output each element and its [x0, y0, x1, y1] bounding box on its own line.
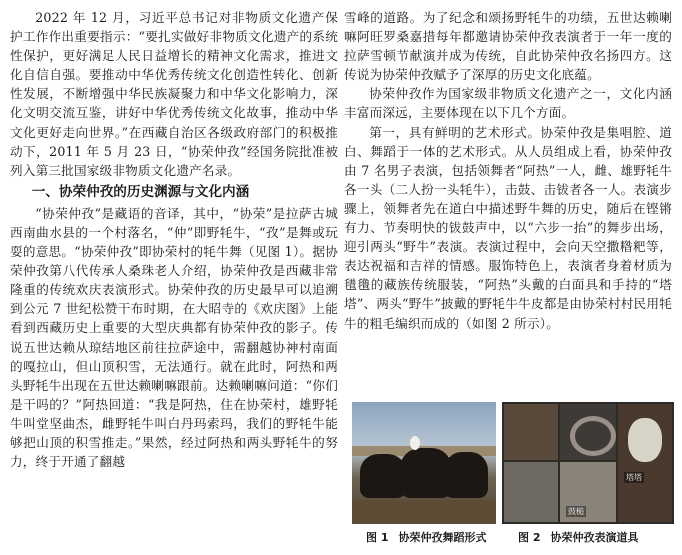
drumstick-label: 鼓槌	[568, 507, 584, 516]
figure-1-caption	[366, 530, 496, 546]
left-column	[10, 8, 338, 471]
history-paragraph-continued: 雪峰的道路。为了纪念和颂扬野牦牛的功绩，五世达赖喇嘛阿旺罗桑嘉措每年都邀请协荣仲孜表演者于一年一度的拉萨雪顿节献演并成为传统，自此协荣仲孜名扬四方。这传说为协荣仲孜赋予了深厚的历史文化底蕴。	[344, 10, 672, 83]
figures-area	[352, 402, 674, 524]
figure-1-dance-photo	[352, 402, 496, 524]
figure-1-number: 图 1	[366, 531, 389, 544]
figure-captions	[344, 530, 680, 550]
figure-2-number: 图 2	[518, 531, 541, 544]
culture-intro-paragraph: 协荣仲孜作为国家级非物质文化遗产之一，文化内涵丰富而深远，主要体现在以下几个方面。	[344, 86, 672, 121]
figure-2-caption	[518, 530, 648, 546]
figure-2-props-photo	[502, 402, 674, 524]
tata-label: 塔塔	[626, 473, 642, 482]
section-heading: 一、协荣仲孜的历史渊源与文化内涵	[31, 183, 250, 200]
intro-paragraph: 2022 年 12 月，习近平总书记对非物质文化遗产保护工作作出重要指示：“要扎实做好非物质文化遗产的系统性保护，更好满足人民日益增长的精神文化需求，推进文化自信自强。要推动中华优秀传统文化创造性转化、创新性发展，不断增强中华民族凝聚力和中华文化影响力，深化文明交流互鉴，讲好中华优秀传统文化故事，推动中华文化更好走向世界。”在西藏自治区各级政府部门的积极推动下，2011 年 5 月 23 日，“协荣仲孜”经国务院批准被列入第三批国家级非物质文化遗产名录。	[10, 10, 338, 178]
art-form-paragraph: 第一，具有鲜明的艺术形式。协荣仲孜是集唱腔、道白、舞蹈于一体的艺术形式。从人员组成上看，协荣仲孜由 7 名男子表演，包括领舞者“阿热”一人，雌、雄野牦牛各一头（二人扮一头牦牛），击鼓、击钹者各一人。表演步骤上，领舞者先在道白中描述野牛舞的历史，随后在铿锵有力、节奏明快的钹鼓声中，以“六步一抬”的舞步出场，迎引两头“野牛”表演。表演过程中，会向天空撒糌粑等，表达祝福和吉祥的情感。服饰特色上，表演者身着材质为氆氇的藏族传统服装，“阿热”头戴的白面具和手持的“塔塔”、两头“野牛”披戴的野牦牛牛皮都是由协荣村村民用牦牛的粗毛编织而成的（如图 2 所示）。	[344, 124, 672, 331]
history-paragraph: “协荣仲孜”是藏语的音译，其中，“协荣”是拉萨古城西南曲水县的一个村落名，“仲”即野牦牛，“孜”是舞或玩耍的意思。“协荣仲孜”即协荣村的牦牛舞（见图 1）。据协荣仲孜第八代传承人桑珠老人介绍，协荣仲孜是西藏非常隆重的传统欢庆表演形式。协荣仲孜的历史最早可以追溯到公元 7 世纪松赞干布时期，在大昭寺的《欢庆图》上能看到西藏历史上重要的大型庆典都有协荣仲孜的影子。传说五世达赖从琼结地区前往拉萨途中，需翻越协神村南面的嘎拉山，但山顶积雪，无法通行。就在此时，阿热和两头野牦牛出现在五世达赖喇嘛跟前。达赖喇嘛问道：“你们是干吗的？”阿热回道：“我是阿热，住在协荣村，雄野牦牛叫堂坚曲杰，雌野牦牛叫白丹玛索玛，我们的野牦牛能够把山顶的积雪推走。”果然，经过阿热和两头野牦牛的努力，终于开通了翻越	[10, 205, 338, 470]
figure-1-caption-text: 协荣仲孜舞蹈形式	[398, 531, 487, 544]
figure-2-caption-text: 协荣仲孜表演道具	[550, 531, 639, 544]
right-column	[344, 8, 672, 333]
